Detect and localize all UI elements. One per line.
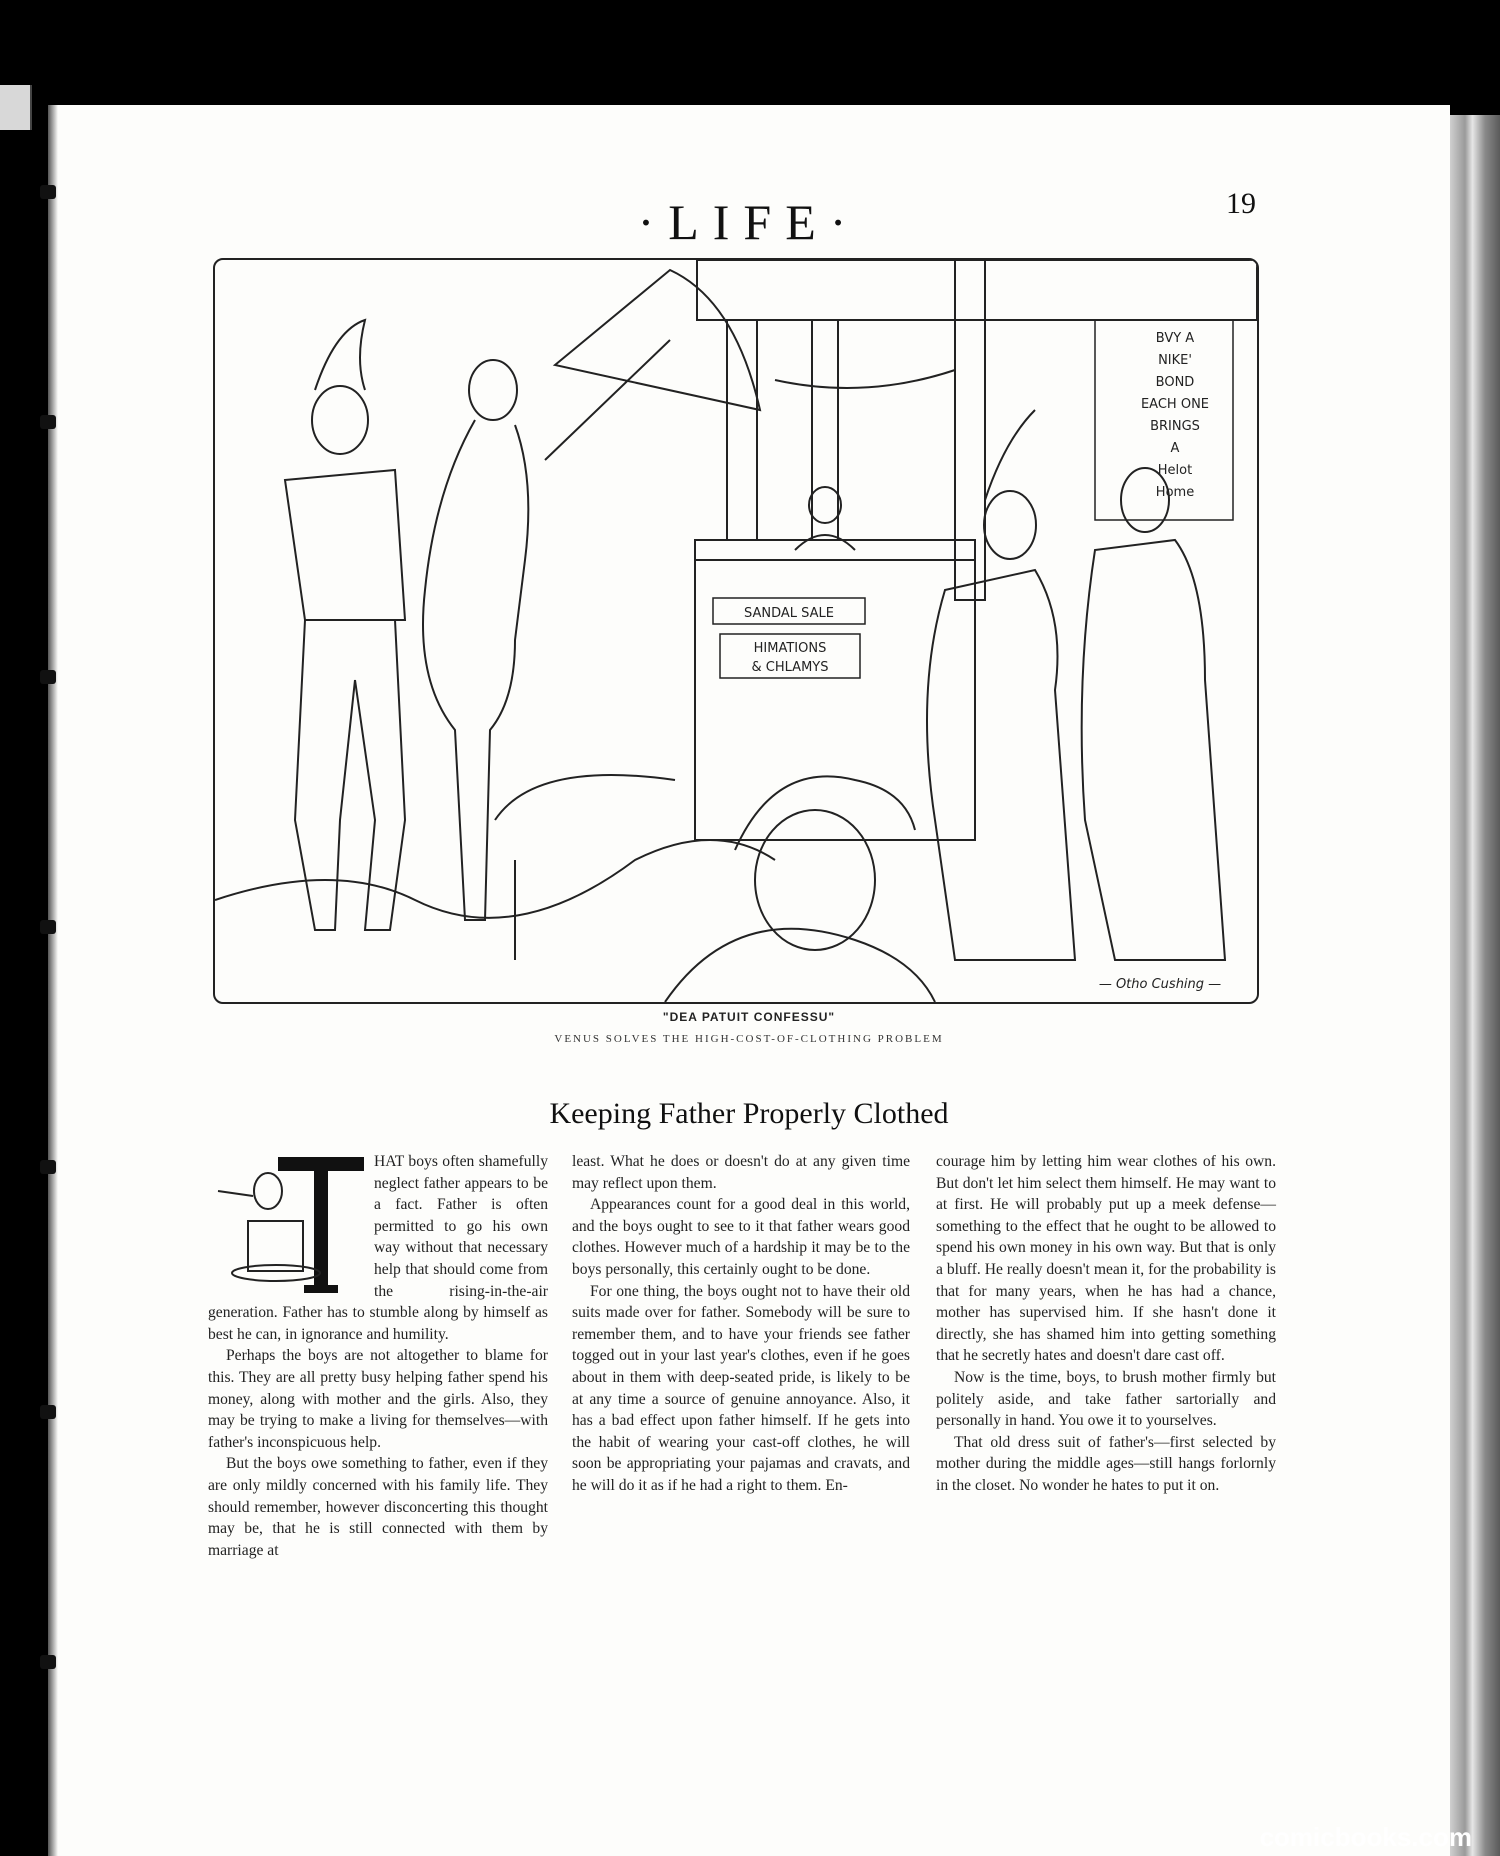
sign-bond-line5: BRINGS [1150, 419, 1200, 434]
paragraph: HAT boys often shamefully neglect father appears to be a fact. Father is often permitted to go his own way without that necessary help that should come from the rising-in-the-air generation. Father has to stumble along by himself as best he can, in ignorance and humility. [208, 1153, 548, 1343]
caption-subtitle: VENUS SOLVES THE HIGH-COST-OF-CLOTHING PROBLEM [554, 1033, 944, 1045]
binding-mark [40, 1160, 56, 1174]
sign-bond-line6: A [1170, 441, 1180, 456]
paragraph: Perhaps the boys are not altogether to blame for this. They are all pretty busy helping father spend his money, along with mother and the girls. Also, they may be trying to make a living for themselves—with father's inconspicuous help. [208, 1347, 548, 1451]
cartoon-illustration [213, 258, 1259, 1004]
magazine-page [48, 105, 1450, 1856]
sign-bond-line2: NIKE' [1158, 353, 1192, 368]
paragraph: For one thing, the boys ought not to have their old suits made over for father. Somebody will be sure to remember them, and to have your friends see father togged out in your last year's clothes, even if he goes about in them with deep-seated pride, is likely to be at any time a source of genuine annoyance. Also, it has a bad effect upon father himself. If he gets into the habit of wearing your cast-off clothes, he will soon be appropriating your pajamas and cravats, and he will do it as if he had a right to them. En- [572, 1282, 910, 1494]
sign-bond-line1: BVY A [1155, 331, 1195, 346]
cartoon-drawing [215, 260, 1257, 1002]
paragraph: Now is the time, boys, to brush mother firmly but politely aside, and take father sartorially and personally in hand. You owe it to yourselves. [936, 1368, 1276, 1430]
sign-himations-line2: & CHLAMYS [751, 660, 829, 675]
article-column-3 [936, 1151, 1276, 1497]
sign-bond-line3: BOND [1155, 375, 1195, 390]
drop-cap-t-illustration [208, 1151, 366, 1299]
paragraph: But the boys owe something to father, even if they are only mildly concerned with his family life. They should remember, however disconcerting this thought may be, that he is still connected with them by marriage at [208, 1455, 548, 1559]
paragraph: That old dress suit of father's—first selected by mother during the middle ages—still hangs forlornly in the closet. No wonder he hates to put it on. [936, 1433, 1276, 1494]
binding-mark [40, 1655, 56, 1669]
binding-mark [40, 670, 56, 684]
book-page-edges [1450, 115, 1500, 1856]
masthead: ·LIFE· [637, 194, 861, 250]
caption-title: "DEA PATUIT CONFESSU" [662, 1010, 836, 1024]
artist-signature: — Otho Cushing — [1098, 977, 1222, 992]
paragraph: Appearances count for a good deal in this world, and the boys ought to see to it that father wears good clothes. However much of a hardship it may be to the boys personally, this certainly ought to be done. [572, 1196, 910, 1278]
binding-mark [40, 415, 56, 429]
paragraph: least. What he does or doesn't do at any given time may reflect upon them. [572, 1153, 910, 1192]
watermark: comicbooks.com [1259, 1822, 1472, 1852]
sign-bond-line7: Helot [1157, 463, 1193, 478]
article-column-2 [572, 1151, 910, 1497]
paragraph: courage him by letting him wear clothes of his own. But don't let him select them himself. He may want to at first. He will probably put up a meek defense—something to the effect that he ought to be allowed to spend his own money in his own way. But that is only a bluff. He really doesn't mean it, for the probability is that for many years, when he has had a chance, mother has supervised him. If she hasn't done it directly, she has shamed him into getting something that he secretly hates and doesn't dare cast off. [936, 1153, 1276, 1365]
book-spine-tab [0, 85, 32, 130]
sign-bond-line4: EACH ONE [1140, 397, 1210, 412]
page-number: 19 [1226, 187, 1256, 220]
binding-mark [40, 920, 56, 934]
sign-bond-line8: Home [1155, 485, 1195, 500]
sign-sandal-sale: SANDAL SALE [743, 606, 835, 621]
sign-himations-line1: HIMATIONS [753, 641, 827, 656]
article-headline: Keeping Father Properly Clothed [549, 1097, 949, 1130]
page-gutter-shadow [48, 105, 58, 1856]
binding-mark [40, 1405, 56, 1419]
article-column-1 [208, 1151, 548, 1561]
